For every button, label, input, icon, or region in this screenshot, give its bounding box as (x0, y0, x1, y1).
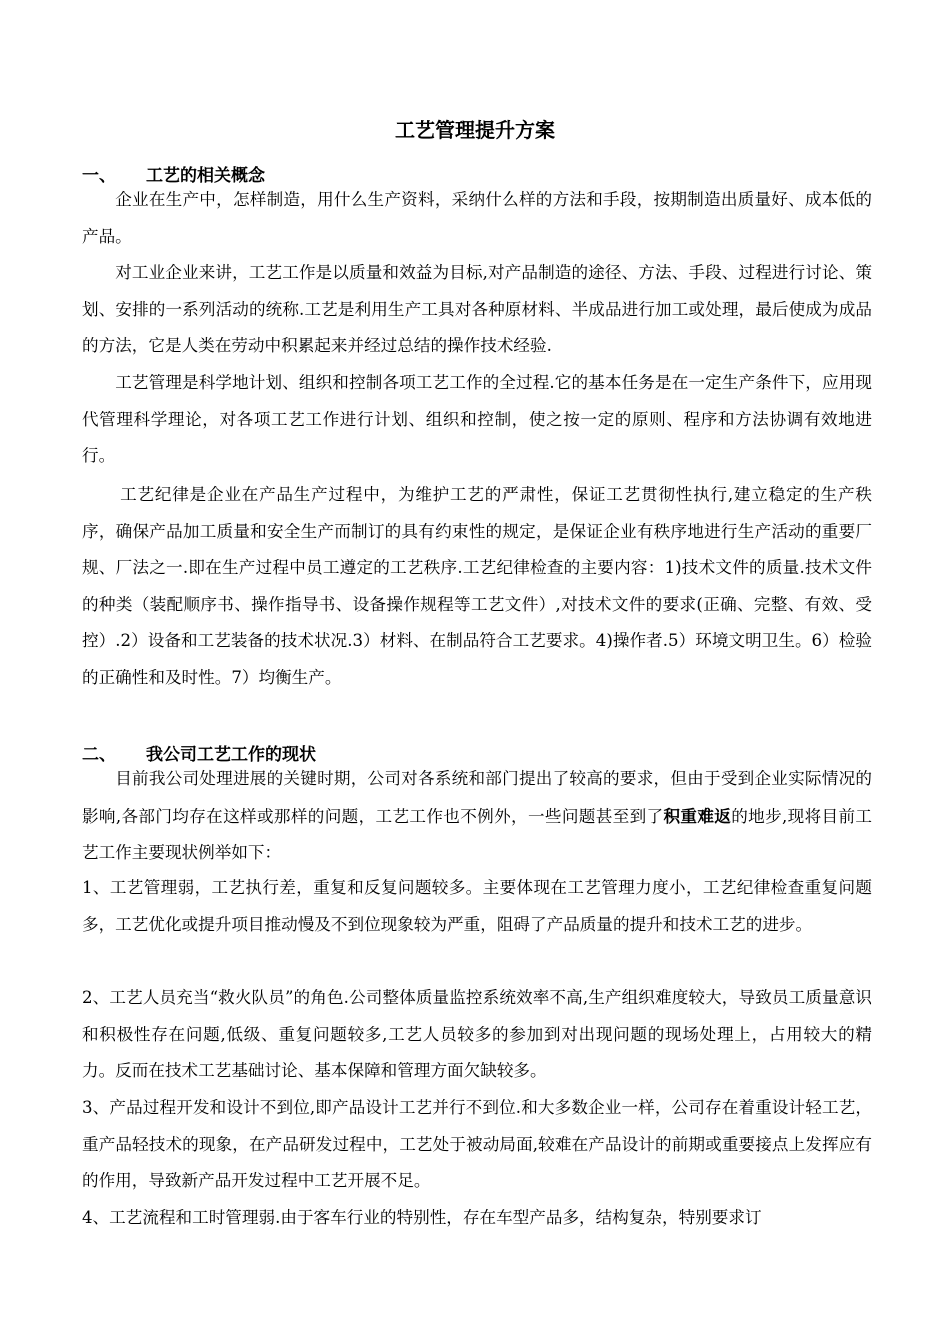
document-title: 工艺管理提升方案 (395, 118, 555, 142)
section-1-number: 一、 (82, 166, 116, 186)
intro-text-end: 的地步,现将目前工艺工作主要现状例举如下： (82, 806, 872, 862)
section-2-item-2: 2、工艺人员充当“救火队员”的角色.公司整体质量监控系统效率不高,生产组织难度较大，导致员工质量意识和积极性存在问题,低级、重复问题较多,工艺人员较多的参加到对出现问题的现场处理上，占用较大的精力。反而在技术工艺基础讨论、基本保障和管理方面欠缺较多。 (82, 988, 872, 1080)
section-1-paragraph-3: 工艺管理是科学地计划、组织和控制各项工艺工作的全过程.它的基本任务是在一定生产条件下，应用现代管理科学理论，对各项工艺工作进行计划、组织和控制，使之按一定的原则、程序和方法协调有效地进行。 (82, 373, 872, 465)
section-2-title: 我公司工艺工作的现状 (146, 745, 316, 765)
section-1-paragraph-2: 对工业企业来讲，工艺工作是以质量和效益为目标,对产品制造的途径、方法、手段、过程进行讨论、策划、安排的一系列活动的统称.工艺是利用生产工具对各种原材料、半成品进行加工或处理，最后使成为成品的方法，它是人类在劳动中积累起来并经过总结的操作技术经验. (82, 263, 872, 355)
section-2-item-3: 3、产品过程开发和设计不到位,即产品设计工艺并行不到位.和大多数企业一样，公司存在着重设计轻工艺，重产品轻技术的现象，在产品研发过程中，工艺处于被动局面,较难在产品设计的前期或重要接点上发挥应有的作用，导致新产品开发过程中工艺开展不足。 (82, 1098, 872, 1190)
section-2-item-1: 1、工艺管理弱，工艺执行差，重复和反复问题较多。主要体现在工艺管理力度小，工艺纪律检查重复问题多，工艺优化或提升项目推动慢及不到位现象较为严重，阻碍了产品质量的提升和技术工艺的进步。 (82, 878, 872, 934)
section-2-intro (82, 761, 872, 872)
section-2-number: 二、 (82, 745, 116, 765)
intro-bold-phrase: 积重难返 (663, 805, 732, 826)
section-1-paragraph-1: 企业在生产中，怎样制造，用什么生产资料，采纳什么样的方法和手段，按期制造出质量好、成本低的产品。 (82, 190, 872, 246)
intro-text-start: 目前我公司处理进展的关键时期，公司对各系统和部门提出了较高的要求，但由于受到企业实际情况的影响,各部门均存在这样或那样的问题，工艺工作也不例外，一些问题甚至到了 (82, 769, 872, 826)
section-1-title: 工艺的相关概念 (146, 166, 265, 186)
section-1-paragraph-4: 工艺纪律是企业在产品生产过程中，为维护工艺的严肃性，保证工艺贯彻性执行,建立稳定的生产秩序，确保产品加工质量和安全生产而制订的具有约束性的规定，是保证企业有秩序地进行生产活动的重要厂规、厂法之一.即在生产过程中员工遵定的工艺秩序.工艺纪律检查的主要内容：1)技术文件的质量.技术文件的种类（装配顺序书、操作指导书、设备操作规程等工艺文件）,对技术文件的要求(正确、完整、有效、受控）.2）设备和工艺装备的技术状况.3）材料、在制品符合工艺要求。4)操作者.5）环境文明卫生。6）检验的正确性和及时性。7）均衡生产。 (82, 485, 872, 687)
section-2-item-4: 4、工艺流程和工时管理弱.由于客车行业的特别性，存在车型产品多，结构复杂，特别要求订 (82, 1208, 762, 1227)
